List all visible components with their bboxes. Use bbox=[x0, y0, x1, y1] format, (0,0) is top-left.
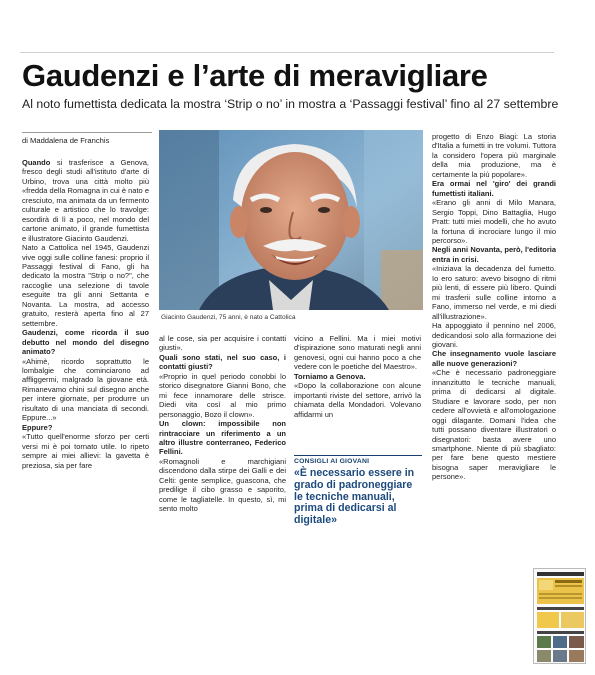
article-subhead: Al noto fumettista dedicata la mostra ‘Strip o no’ in mostra a ‘Passaggi festival’ fino al 27 settembre bbox=[22, 97, 559, 111]
paragraph: «Dopo la collaborazione con alcune importanti riviste del settore, arrivò la chiamata della Mondadori. Volevano affidarmi un bbox=[294, 381, 421, 419]
paragraph: al le cose, sia per acquisire i contatti giusti». bbox=[159, 334, 286, 353]
interview-question: Che insegnamento vuole lasciare alle nuove generazioni? bbox=[432, 349, 556, 368]
paragraph: Nato a Cattolica nel 1945, Gaudenzi vive oggi sulle colline fanesi: proprio il Passaggi festival di Fano, gli ha dedicato la mostra "Strip o no?", che raccoglie una selezione di tavole eseguite tra gli anni Settanta e Novanta. La mostra, ad accesso gratuito, resterà aperta fino al 27 settembre. bbox=[22, 243, 149, 328]
lead-word: Quando bbox=[22, 158, 51, 167]
interview-question: Torniamo a Genova. bbox=[294, 371, 366, 381]
pull-quote-label: CONSIGLI AI GIOVANI bbox=[294, 455, 422, 465]
paragraph: «Proprio in quel periodo conobbi lo storico disegnatore Gianni Bono, che mi fece innamorare delle strisce. Diedi vita così al mio primo personaggio, Bozo il clown». bbox=[159, 371, 286, 419]
article-column-3 bbox=[294, 334, 421, 450]
paragraph: «Romagnoli e marchigiani discendono dalla stirpe dei Galli e dei Celti: gente semplice, guascona, che predilige il cibo grasso e saporito, come le tagliatelle. In questo, sì, mi sento molto bbox=[159, 456, 286, 514]
pull-quote-text: «È necessario essere in grado di padroneggiare le tecniche manuali, prima di dedicarsi al digitale» bbox=[294, 467, 415, 527]
portrait-photo bbox=[159, 130, 423, 310]
paragraph bbox=[22, 158, 149, 243]
paragraph: «Iniziava la decadenza del fumetto. Io ero saturo: avevo bisogno di ritmi più lenti, di essere più libero. Quindi mi trasferii sulle colline intorno a Fano, immerso nel verde, e mi diedi all'illustrazione». bbox=[432, 264, 556, 321]
byline: di Maddalena de Franchis bbox=[22, 132, 152, 145]
newspaper-page-thumbnail-icon[interactable] bbox=[533, 568, 586, 664]
paragraph: progetto di Enzo Biagi: La storia d'Italia a fumetti in tre volumi. Tuttora la considero l'opera più marginale della mia produzione, ma è certamente la più popolare». bbox=[432, 132, 556, 179]
interview-question: Negli anni Novanta, però, l'editoria entra in crisi. bbox=[432, 245, 556, 264]
article-column-4 bbox=[432, 132, 556, 542]
photo-caption: Giacinto Gaudenzi, 75 anni, è nato a Cattolica bbox=[161, 314, 296, 321]
paragraph: Ha appoggiato il pennino nel 2006, dedicandosi solo alla formazione dei giovani. bbox=[432, 321, 556, 349]
paragraph-text: si trasferisce a Genova, fresco degli studi all'istituto d'arte di Urbino, trova una città molto più «fredda della Romagna in cui è nato e cresciuto, ma animata da un fermento culturale e artistico che lo travolge: esordirà di lì a poco, nel mondo del cartone animato, il grande fumettista e illustratore Giacinto Gaudenzi. bbox=[22, 158, 149, 243]
paragraph: «Erano gli anni di Milo Manara, Sergio Toppi, Dino Battaglia, Hugo Pratt: tutti miei modelli, che ho avuto la fortuna di incrociare lungo il mio percorso». bbox=[432, 198, 556, 245]
interview-question: Quali sono stati, nel suo caso, i contatti giusti? bbox=[159, 352, 286, 372]
article-headline: Gaudenzi e l’arte di meravigliare bbox=[22, 58, 488, 93]
interview-question: Era ormai nel 'giro' dei grandi fumettisti italiani. bbox=[432, 179, 556, 198]
interview-question: Gaudenzi, come ricorda il suo debutto nel mondo del disegno animato? bbox=[22, 328, 149, 357]
paragraph: «Ahimè, ricordo soprattutto le lombalgie che cominciarono ad affliggermi, malgrado la giovane età. Rimanevamo chini sul disegno anche per intere giornate, per produrre un risultato di una manciata di secondi. Eppure...» bbox=[22, 356, 149, 423]
paragraph: vicino a Fellini. Ma i miei motivi d'ispirazione sono maturati negli anni genovesi, ogni cui hanno poco a che vedere con le poetiche del Maestro». bbox=[294, 334, 421, 372]
top-rule bbox=[20, 52, 554, 53]
paragraph: «Che è necessario padroneggiare innanzitutto le tecniche manuali, prima di dedicarsi al digitale. Studiare e lavorare sodo, per non cedere all'ovvietà e all'omologazione oggi dilagante. Domani l'idea che tutti possano diventare illustratori o disegnatori: basta avere uno smartphone. Niente di più sbagliato: per fare bene questo mestiere bisogna saper meravigliare le persone». bbox=[432, 368, 556, 482]
paragraph: «Tutto quell'enorme sforzo per certi versi mi è poi tornato utile. Io ripeto sempre ai miei allievi: la gavetta è preziosa, sia per fare bbox=[22, 432, 149, 470]
interview-question: Un clown: impossibile non rintracciare un riferimento a un altro illustre conterraneo, Federico Fellini. bbox=[159, 419, 286, 457]
article-column-2 bbox=[159, 334, 286, 540]
pull-quote-box bbox=[294, 455, 422, 541]
interview-question: Eppure? bbox=[22, 422, 53, 432]
article-column-1 bbox=[22, 158, 149, 540]
